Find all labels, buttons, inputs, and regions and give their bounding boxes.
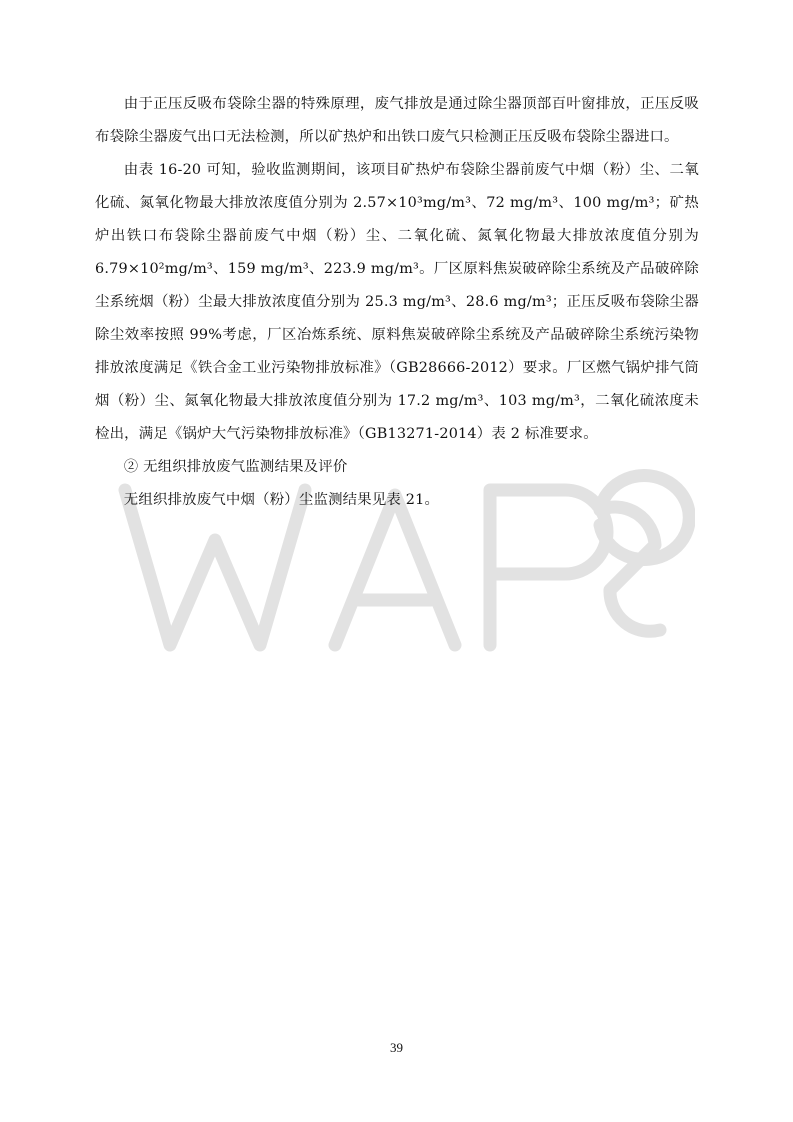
page-number: 39 — [390, 1040, 403, 1055]
paragraph-2: 由表 16-20 可知，验收监测期间，该项目矿热炉布袋除尘器前废气中烟（粉）尘、二氧化硫、氮氧化物最大排放浓度值分别为 2.57×10³mg/m³、72 mg/m³、100 mg/m³；矿热炉出铁口布袋除尘器前废气中烟（粉）尘、二氧化硫、氮氧化物最大排放浓度值分别为 6.79×10²mg/m³、159 mg/m³、223.9 mg/m³。厂区原料焦炭破碎除尘系统及产品破碎除尘系统烟（粉）尘最大排放浓度值分别为 25.3 mg/m³、28.6 mg/m³；正压反吸布袋除尘器除尘效率按照 99%考虑，厂区冶炼系统、原料焦炭破碎除尘系统及产品破碎除尘系统污染物排放浓度满足《铁合金工业污染物排放标准》（GB28666-2012）要求。厂区燃气锅炉排气筒烟（粉）尘、氮氧化物最大排放浓度值分别为 17.2 mg/m³、103 mg/m³，二氧化硫浓度未检出，满足《锅炉大气污染物排放标准》（GB13271-2014）表 2 标准要求。 — [95, 162, 699, 442]
paragraph-3: ② 无组织排放废气监测结果及评价 — [123, 459, 348, 475]
document-body — [95, 88, 699, 517]
paragraph-4: 无组织排放废气中烟（粉）尘监测结果见表 21。 — [123, 492, 440, 508]
paragraph-1: 由于正压反吸布袋除尘器的特殊原理，废气排放是通过除尘器顶部百叶窗排放，正压反吸布袋除尘器废气出口无法检测，所以矿热炉和出铁口废气只检测正压反吸布袋除尘器进口。 — [95, 96, 699, 145]
